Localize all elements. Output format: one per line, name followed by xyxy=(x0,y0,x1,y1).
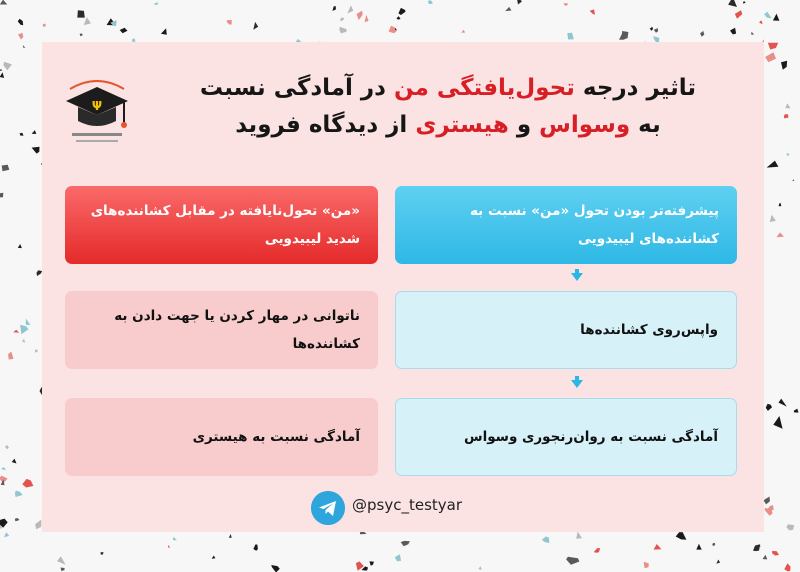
right-step-2-box: آمادگی نسبت به روان‌رنجوری وسواس xyxy=(395,398,737,476)
left-header-box: «من» تحول‌نایافته در مقابل کشاننده‌های شدید لیبیدویی xyxy=(65,186,378,264)
page-title xyxy=(142,70,754,144)
svg-text:Ψ: Ψ xyxy=(91,99,103,113)
telegram-handle[interactable]: @psyc_testyar xyxy=(352,496,463,514)
telegram-icon[interactable] xyxy=(311,491,345,525)
title-line-1: تاثیر درجه تحول‌یافتگی من در آمادگی نسبت xyxy=(199,75,697,101)
graduation-cap-logo xyxy=(62,67,132,151)
title-line-2: به وسواس و هیستری از دیدگاه فروید xyxy=(235,112,661,138)
title-highlight: وسواس xyxy=(539,112,631,138)
content-card xyxy=(42,42,764,532)
left-step-2-box: آمادگی نسبت به هیستری xyxy=(65,398,378,476)
title-highlight: هیستری xyxy=(415,112,509,138)
right-header-box: پیشرفته‌تر بودن تحول «من» نسبت به کشاننده‌های لیبیدویی xyxy=(395,186,737,264)
down-arrow-icon xyxy=(571,273,583,281)
down-arrow-icon xyxy=(571,380,583,388)
left-step-1-box: ناتوانی در مهار کردن یا جهت دادن به کشاننده‌ها xyxy=(65,291,378,369)
right-step-1-box: واپس‌روی کشاننده‌ها xyxy=(395,291,737,369)
title-highlight: تحول‌یافتگی من xyxy=(393,75,575,101)
